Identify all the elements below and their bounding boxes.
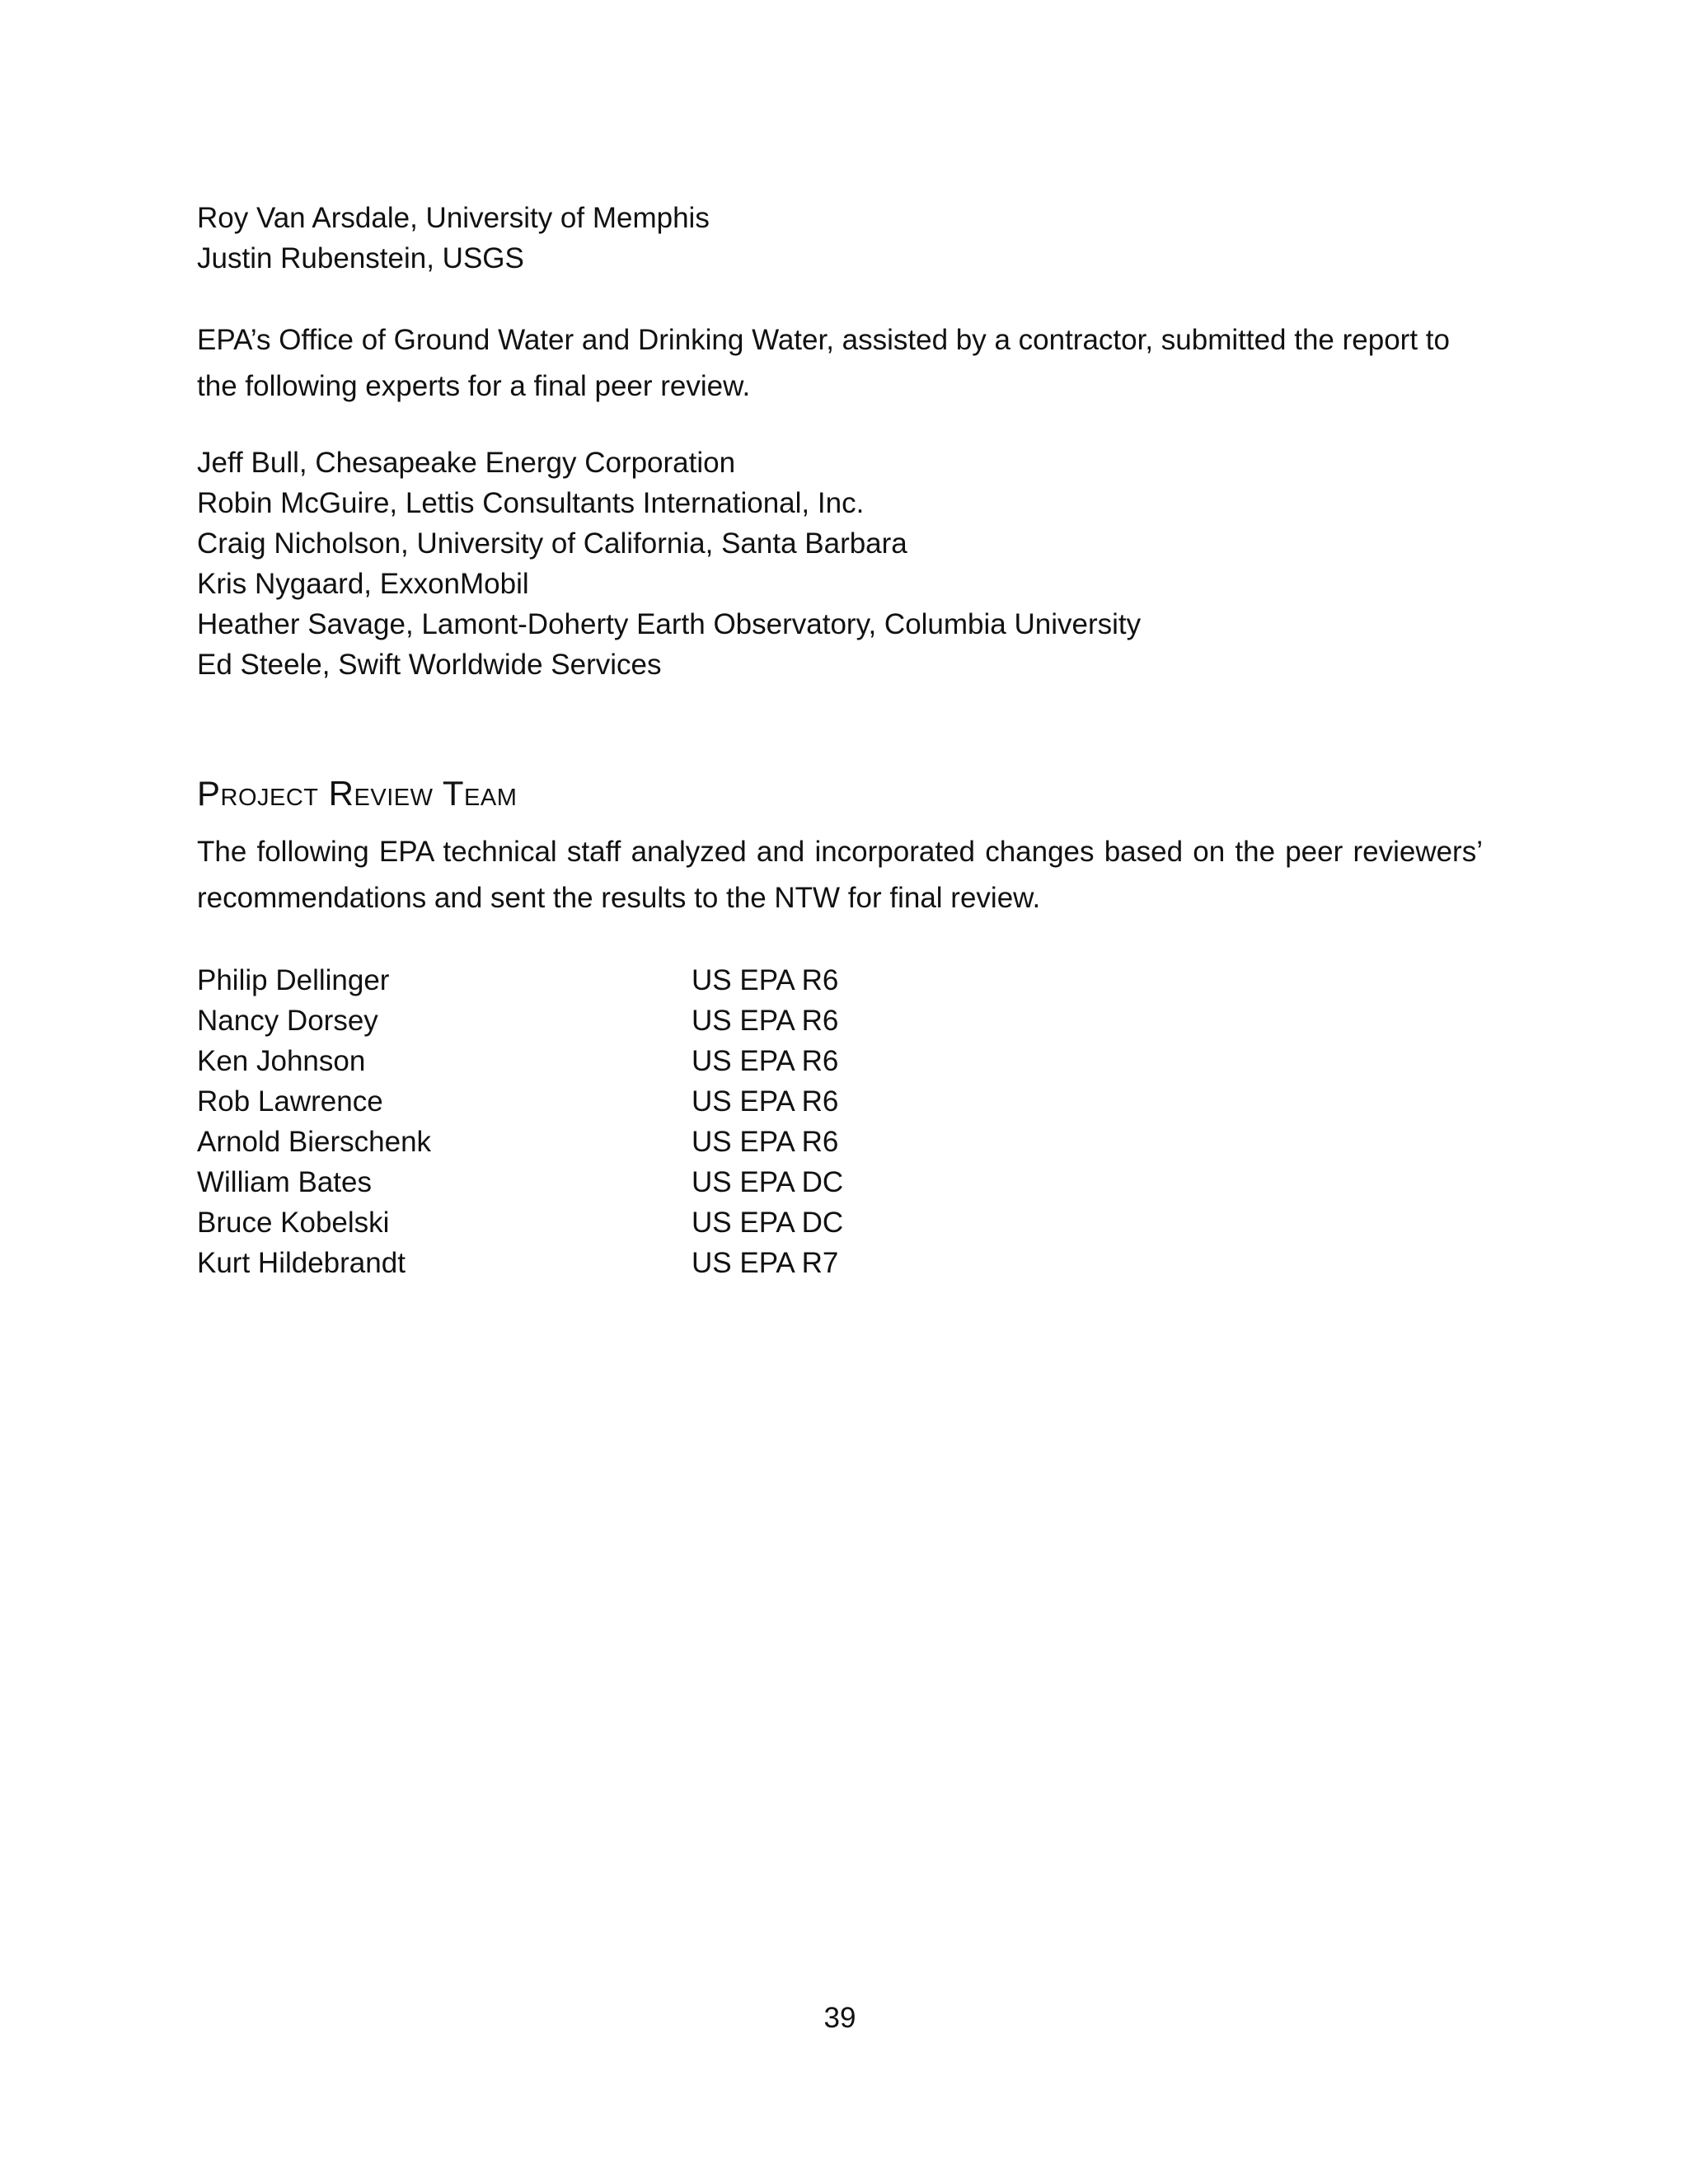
- reviewer-entry: Ed Steele, Swift Worldwide Services: [197, 649, 662, 681]
- team-member-row: [197, 1081, 1021, 1122]
- team-member-org: US EPA R6: [692, 1126, 839, 1158]
- reviewer-entry: Roy Van Arsdale, University of Memphis: [197, 202, 710, 234]
- team-member-row: [197, 1243, 1021, 1283]
- section-heading-project-review-team: Project Review Team: [197, 774, 518, 813]
- team-member-name: Bruce Kobelski: [197, 1207, 390, 1239]
- team-member-org: US EPA DC: [692, 1166, 844, 1198]
- project-review-team-paragraph: The following EPA technical staff analyzed and incorporated changes based on the peer reviewers’ recommendations and sent the results to the NTW for final review.: [197, 836, 1483, 914]
- team-member-row: [197, 1162, 1021, 1202]
- team-member-name: Arnold Bierschenk: [197, 1126, 432, 1158]
- reviewer-entry: Justin Rubenstein, USGS: [197, 242, 524, 274]
- team-member-name: William Bates: [197, 1166, 372, 1198]
- team-member-row: [197, 960, 1021, 1001]
- team-member-row: [197, 1202, 1021, 1243]
- reviewer-entry: Robin McGuire, Lettis Consultants International, Inc.: [197, 487, 865, 519]
- team-member-name: Philip Dellinger: [197, 964, 390, 996]
- team-member-row: [197, 1001, 1021, 1041]
- final-peer-review-intro: EPA’s Office of Ground Water and Drinking Water, assisted by a contractor, submitted the report to the following experts for a final peer review.: [197, 324, 1450, 402]
- reviewer-entry: Jeff Bull, Chesapeake Energy Corporation: [197, 447, 736, 479]
- reviewer-list-continued: [197, 198, 710, 279]
- reviewer-entry: Craig Nicholson, University of California, Santa Barbara: [197, 527, 907, 560]
- final-peer-reviewer-list: [197, 443, 1141, 685]
- reviewer-entry: Kris Nygaard, ExxonMobil: [197, 568, 529, 600]
- team-member-name: Nancy Dorsey: [197, 1005, 378, 1037]
- reviewer-entry: Heather Savage, Lamont-Doherty Earth Observatory, Columbia University: [197, 608, 1142, 640]
- project-review-team-list: [197, 960, 1021, 1283]
- team-member-row: [197, 1122, 1021, 1162]
- page-number: 39: [823, 2002, 856, 2034]
- team-member-org: US EPA R6: [692, 1005, 839, 1037]
- team-member-row: [197, 1041, 1021, 1081]
- team-member-org: US EPA R6: [692, 1045, 839, 1077]
- team-member-org: US EPA R6: [692, 964, 839, 996]
- team-member-org: US EPA DC: [692, 1207, 844, 1239]
- document-page: [197, 0, 1483, 2184]
- team-member-name: Rob Lawrence: [197, 1085, 383, 1118]
- team-member-org: US EPA R6: [692, 1085, 839, 1118]
- team-member-name: Ken Johnson: [197, 1045, 366, 1077]
- team-member-name: Kurt Hildebrandt: [197, 1247, 406, 1279]
- team-member-org: US EPA R7: [692, 1247, 839, 1279]
